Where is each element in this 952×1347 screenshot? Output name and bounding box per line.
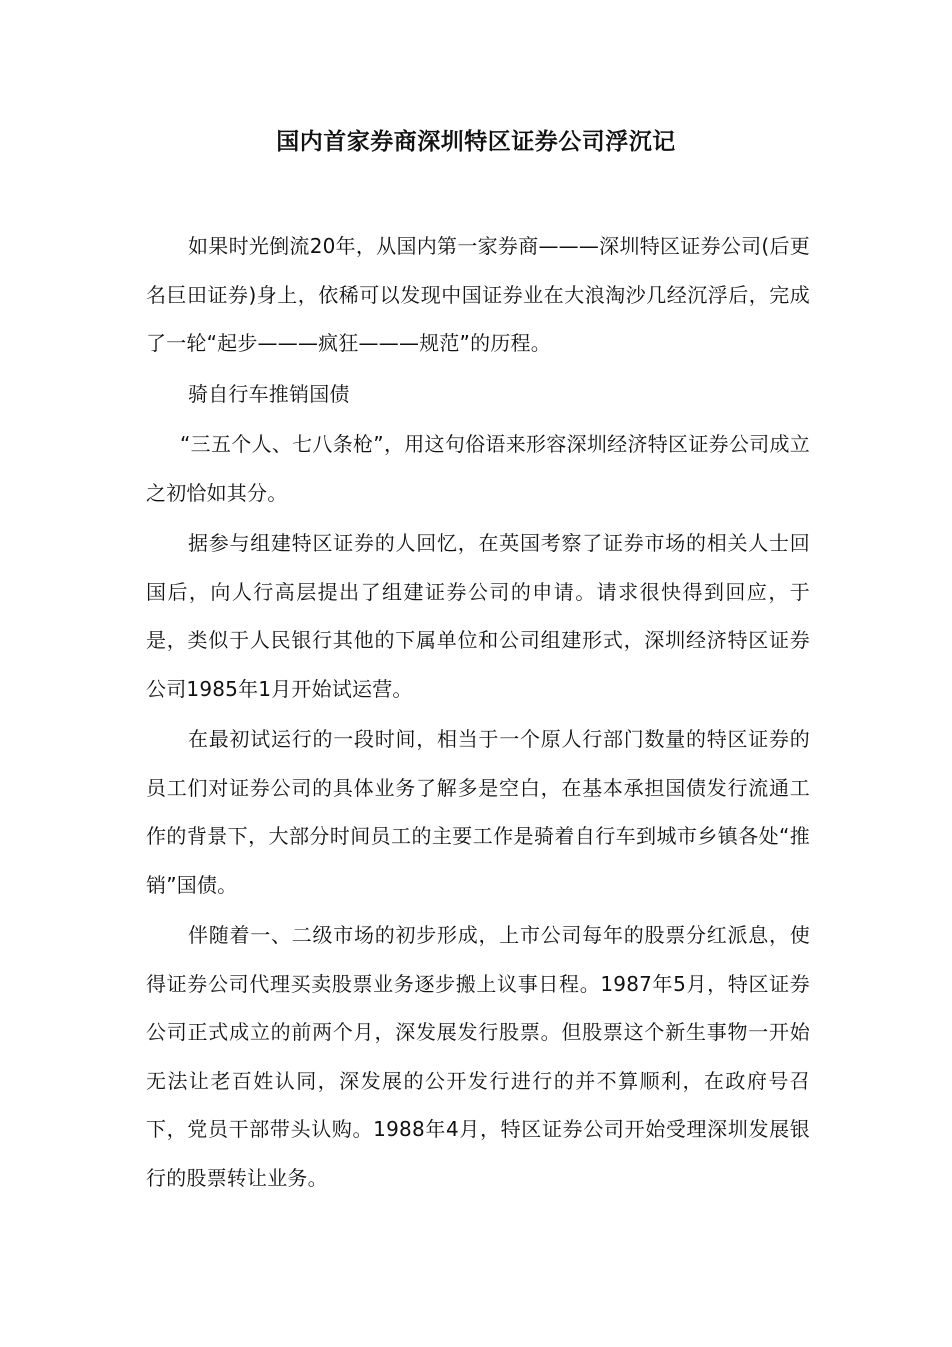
paragraph-stock-business: 伴随着一、二级市场的初步形成，上市公司每年的股票分红派息，使得证券公司代理买卖股票业务逐步搬上议事日程。1987年5月，特区证券公司正式成立的前两个月，深发展发行股票。但股票这个新生事物一开始无法让老百姓认同，深发展的公开发行进行的并不算顺利，在政府号召下，党员干部带头认购。1988年4月，特区证券公司开始受理深圳发展银行的股票转让业务。 <box>146 923 810 1190</box>
paragraph-founding: 据参与组建特区证券的人回忆，在英国考察了证券市场的相关人士回国后，向人行高层提出了组建证券公司的申请。请求很快得到回应，于是，类似于人民银行其他的下属单位和公司组建形式，深圳经济特区证券公司1985年1月开始试运营。 <box>146 531 810 701</box>
paragraph-quote: “三五个人、七八条枪”，用这句俗语来形容深圳经济特区证券公司成立之初恰如其分。 <box>146 432 810 505</box>
section-heading: 骑自行车推销国债 <box>188 381 350 406</box>
document-title: 国内首家券商深圳特区证券公司浮沉记 <box>276 129 676 155</box>
paragraph-intro: 如果时光倒流20年，从国内第一家券商———深圳特区证券公司(后更名巨田证券)身上，依稀可以发现中国证券业在大浪淘沙几经沉浮后，完成了一轮“起步———疯狂———规范”的历程。 <box>146 234 810 355</box>
paragraph-early-operation: 在最初试运行的一段时间，相当于一个原人行部门数量的特区证券的员工们对证券公司的具体业务了解多是空白，在基本承担国债发行流通工作的背景下，大部分时间员工的主要工作是骑着自行车到城市乡镇各处“推销”国债。 <box>146 727 810 897</box>
document-body <box>146 222 810 1204</box>
